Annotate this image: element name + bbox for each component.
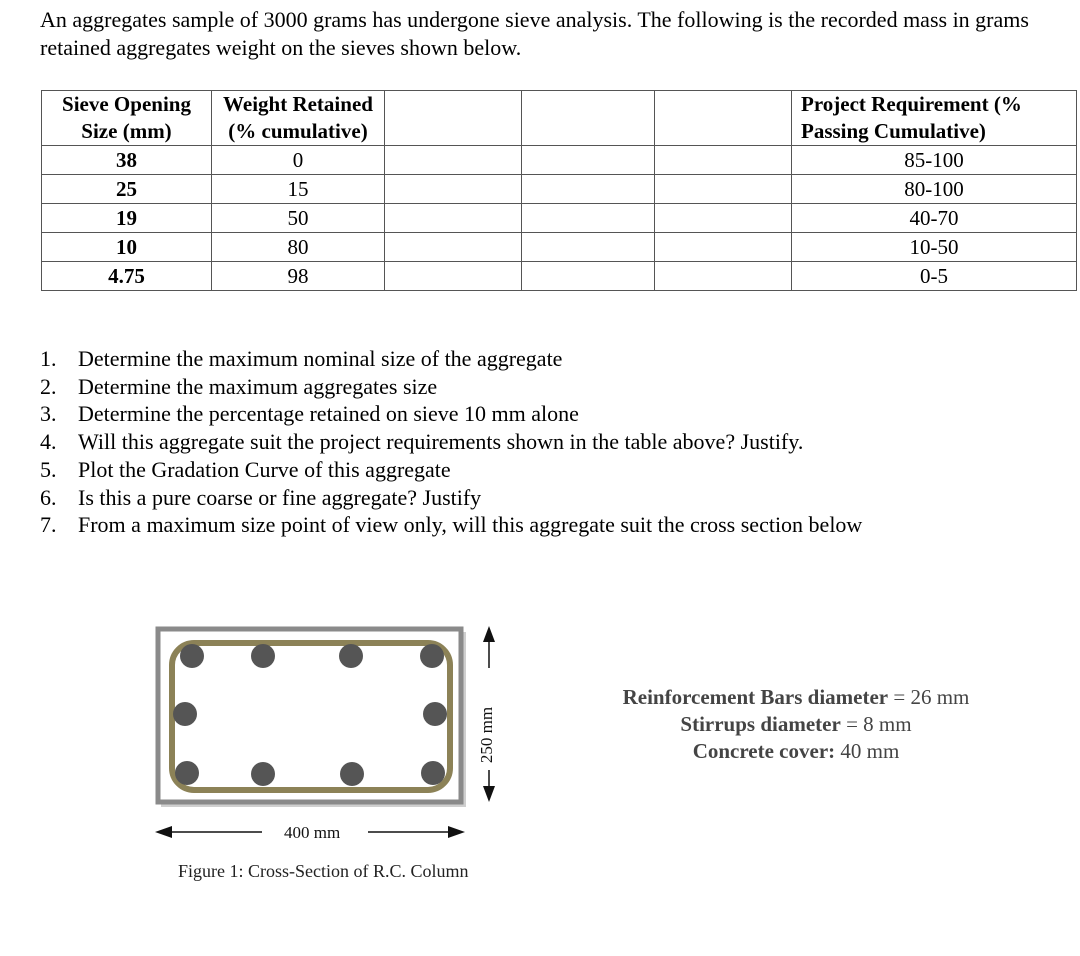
cell-blank bbox=[385, 262, 522, 291]
question-number: 3. bbox=[40, 401, 57, 427]
rebar-dot bbox=[420, 644, 444, 668]
spec-stirrup-label: Stirrups diameter bbox=[680, 712, 841, 736]
cell-sieve-size: 4.75 bbox=[42, 262, 212, 291]
spec-rebar bbox=[596, 684, 996, 711]
rebar-dot bbox=[173, 702, 197, 726]
question-number: 4. bbox=[40, 429, 57, 455]
rebar-dot bbox=[175, 761, 199, 785]
question-number: 5. bbox=[40, 456, 57, 482]
rebar-dot bbox=[421, 761, 445, 785]
question-list bbox=[40, 345, 862, 539]
spec-cover bbox=[596, 738, 996, 765]
rebar-dot bbox=[339, 644, 363, 668]
question-text: Determine the maximum aggregates size bbox=[78, 373, 438, 399]
question-number: 6. bbox=[40, 484, 57, 510]
cell-retained: 50 bbox=[212, 204, 385, 233]
list-item bbox=[40, 400, 862, 428]
cell-requirement: 80-100 bbox=[792, 175, 1077, 204]
header-blank-1 bbox=[385, 91, 522, 146]
question-text: Is this a pure coarse or fine aggregate? Justify bbox=[78, 484, 482, 510]
header-project-requirement: Project Requirement (% Passing Cumulative) bbox=[792, 91, 1077, 146]
cell-requirement: 10-50 bbox=[792, 233, 1077, 262]
question-text: Will this aggregate suit the project requirements shown in the table above? Justify. bbox=[78, 429, 804, 455]
spec-stirrup bbox=[596, 711, 996, 738]
cell-requirement: 0-5 bbox=[792, 262, 1077, 291]
cell-blank bbox=[385, 175, 522, 204]
question-text: Determine the percentage retained on sieve 10 mm alone bbox=[78, 401, 579, 427]
list-item bbox=[40, 428, 862, 456]
cell-blank bbox=[655, 175, 792, 204]
cell-blank bbox=[655, 146, 792, 175]
cell-blank bbox=[385, 233, 522, 262]
table-row bbox=[42, 146, 1077, 175]
cell-blank bbox=[655, 233, 792, 262]
cell-blank bbox=[522, 175, 655, 204]
header-weight-retained: Weight Retained (% cumulative) bbox=[212, 91, 385, 146]
cell-sieve-size: 10 bbox=[42, 233, 212, 262]
question-number: 1. bbox=[40, 346, 57, 371]
figure-caption: Figure 1: Cross-Section of R.C. Column bbox=[178, 861, 469, 881]
cell-requirement: 85-100 bbox=[792, 146, 1077, 175]
cell-blank bbox=[385, 204, 522, 233]
header-blank-3 bbox=[655, 91, 792, 146]
cell-blank bbox=[522, 262, 655, 291]
rebar-dot bbox=[423, 702, 447, 726]
rebar-dot bbox=[340, 762, 364, 786]
question-number: 2. bbox=[40, 373, 57, 399]
header-blank-2 bbox=[522, 91, 655, 146]
table-row bbox=[42, 204, 1077, 233]
list-item bbox=[40, 511, 862, 539]
height-label: 250 mm bbox=[477, 706, 496, 764]
cell-blank bbox=[655, 262, 792, 291]
cell-blank bbox=[385, 146, 522, 175]
cell-blank bbox=[655, 204, 792, 233]
spec-cover-label: Concrete cover: bbox=[692, 739, 836, 763]
cell-retained: 98 bbox=[212, 262, 385, 291]
cell-retained: 15 bbox=[212, 175, 385, 204]
spec-cover-value: 40 mm bbox=[840, 739, 900, 763]
question-number: 7. bbox=[40, 512, 57, 538]
question-text: Plot the Gradation Curve of this aggregate bbox=[78, 456, 451, 482]
problem-intro: An aggregates sample of 3000 grams has undergone sieve analysis. The following is the recorded mass in grams retained aggregates weight on the sieves shown below. bbox=[40, 7, 1029, 60]
spec-rebar-value: = 26 mm bbox=[893, 685, 970, 709]
spec-stirrup-value: = 8 mm bbox=[846, 712, 912, 736]
spec-rebar-label: Reinforcement Bars diameter bbox=[622, 685, 889, 709]
list-item bbox=[40, 345, 862, 373]
cell-blank bbox=[522, 233, 655, 262]
question-text: From a maximum size point of view only, will this aggregate suit the cross section below bbox=[78, 512, 863, 538]
reinforcement-specs bbox=[596, 684, 996, 765]
width-label: 400 mm bbox=[284, 823, 341, 842]
sieve-analysis-table bbox=[41, 90, 1077, 291]
header-sieve-size: Sieve Opening Size (mm) bbox=[42, 91, 212, 146]
cell-sieve-size: 25 bbox=[42, 175, 212, 204]
table-row bbox=[42, 262, 1077, 291]
cell-blank bbox=[522, 146, 655, 175]
cell-requirement: 40-70 bbox=[792, 204, 1077, 233]
list-item bbox=[40, 373, 862, 401]
rebar-dot bbox=[251, 644, 275, 668]
cell-sieve-size: 19 bbox=[42, 204, 212, 233]
cell-sieve-size: 38 bbox=[42, 146, 212, 175]
cell-retained: 0 bbox=[212, 146, 385, 175]
cell-retained: 80 bbox=[212, 233, 385, 262]
cell-blank bbox=[522, 204, 655, 233]
list-item bbox=[40, 484, 862, 512]
table-row bbox=[42, 175, 1077, 204]
question-text: Determine the maximum nominal size of the aggregate bbox=[78, 346, 563, 371]
rebar-dot bbox=[251, 762, 275, 786]
rebar-dot bbox=[180, 644, 204, 668]
table-header-row bbox=[42, 91, 1077, 146]
table-row bbox=[42, 233, 1077, 262]
list-item bbox=[40, 456, 862, 484]
